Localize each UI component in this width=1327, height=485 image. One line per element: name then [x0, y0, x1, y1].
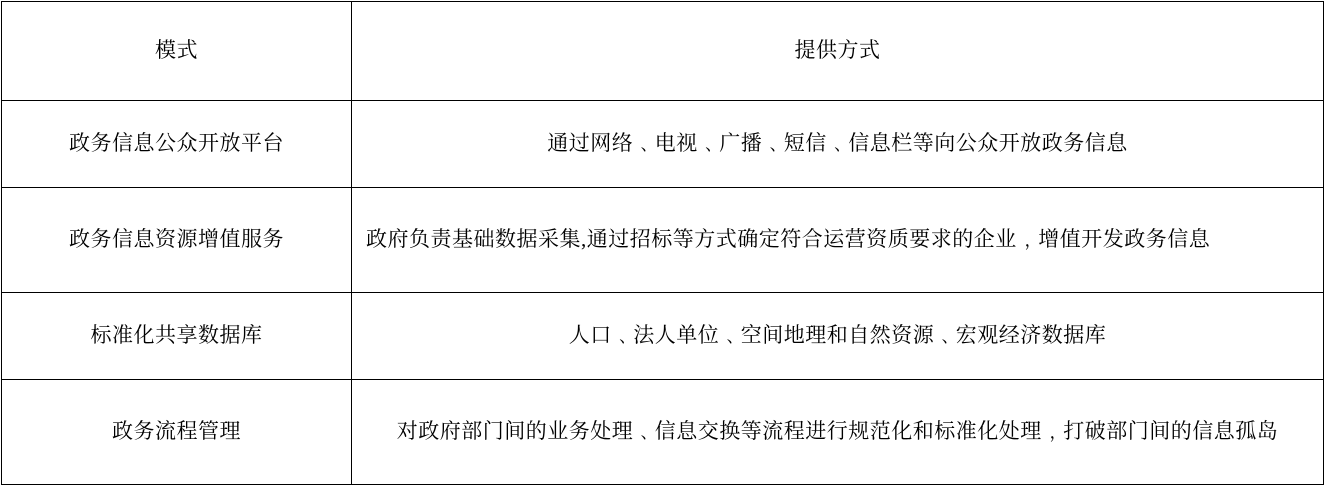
- cell-way: 对政府部门间的业务处理﹑信息交换等流程进行规范化和标准化处理﹐打破部门间的信息孤岛: [352, 380, 1324, 485]
- table-row: [2, 380, 1324, 485]
- cell-way: 通过网络﹑电视﹑广播﹑短信﹑信息栏等向公众开放政务信息: [352, 101, 1324, 188]
- cell-mode: 政务信息资源增值服务: [2, 188, 352, 293]
- cell-mode: 政务信息公众开放平台: [2, 101, 352, 188]
- table-row: [2, 188, 1324, 293]
- cell-way: 政府负责基础数据采集,通过招标等方式确定符合运营资质要求的企业﹐增值开发政务信息: [352, 188, 1324, 293]
- cell-mode: 政务流程管理: [2, 380, 352, 485]
- table-row: [2, 101, 1324, 188]
- mode-provision-table: [1, 1, 1324, 485]
- column-header-way: 提供方式: [352, 2, 1324, 101]
- cell-mode: 标准化共享数据库: [2, 293, 352, 380]
- table-row: [2, 293, 1324, 380]
- cell-way: 人口﹑法人单位﹑空间地理和自然资源﹑宏观经济数据库: [352, 293, 1324, 380]
- column-header-mode: 模式: [2, 2, 352, 101]
- table-header-row: [2, 2, 1324, 101]
